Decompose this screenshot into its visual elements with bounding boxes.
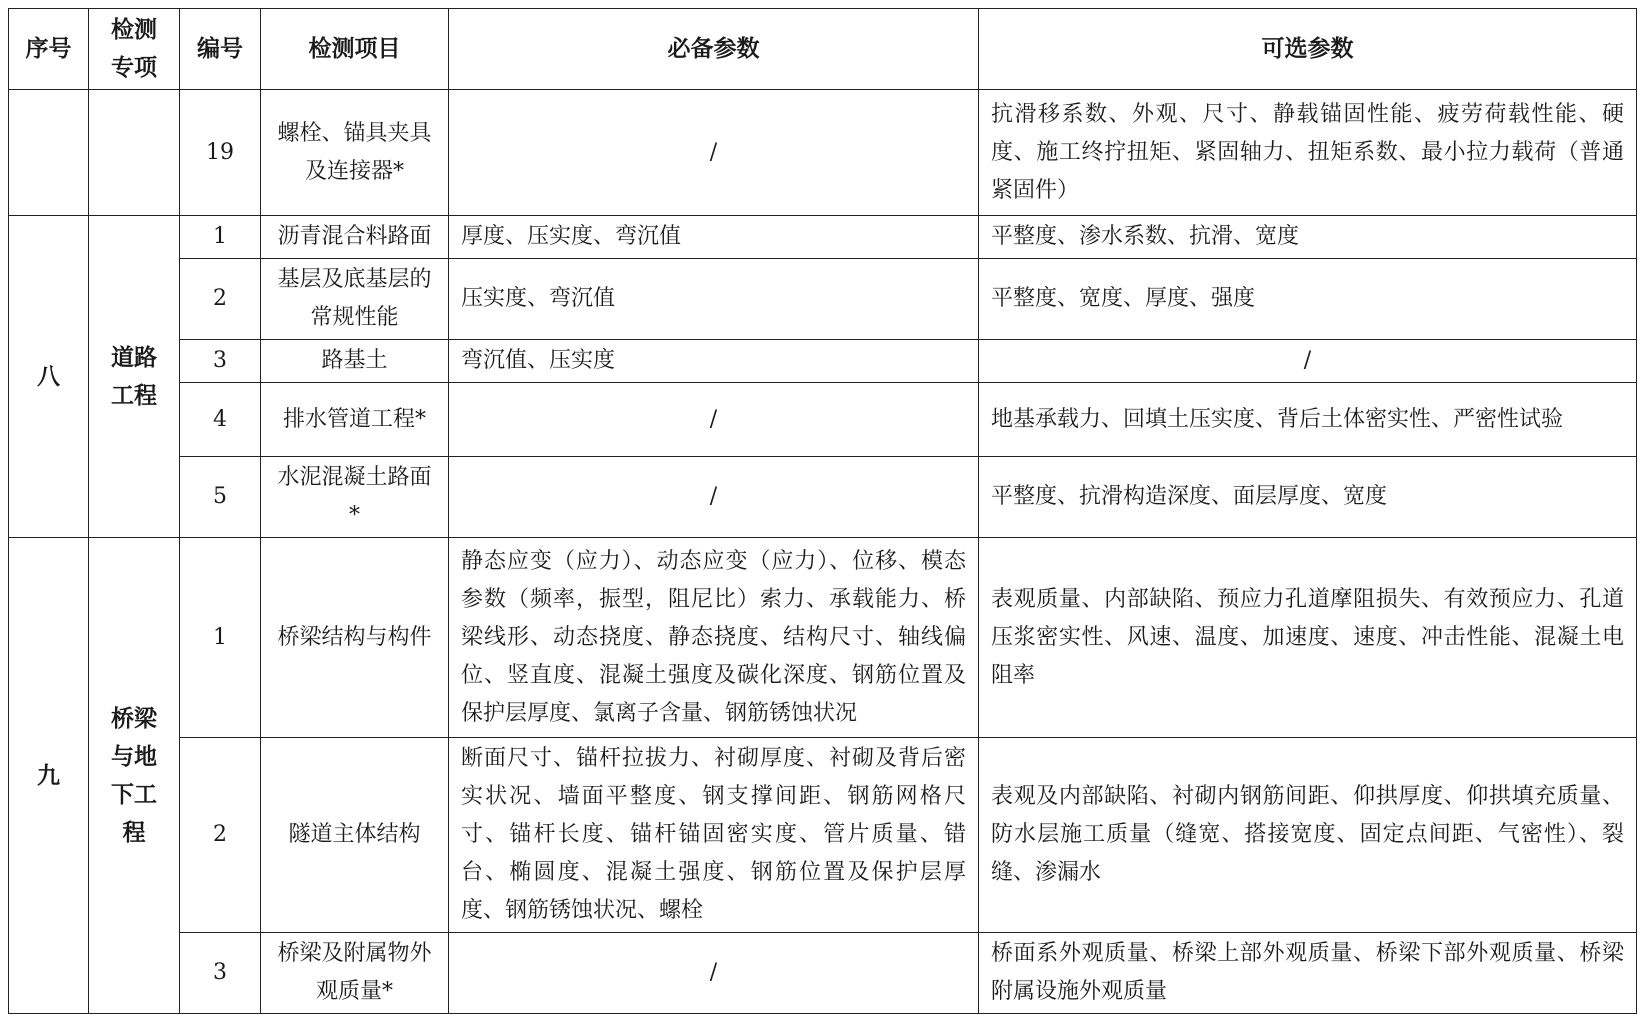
row-item: 沥青混合料路面 [261,216,449,259]
section-seq: 九 [9,538,89,1014]
row-optional: 桥面系外观质量、桥梁上部外观质量、桥梁下部外观质量、桥梁附属设施外观质量 [979,933,1637,1014]
row-item: 隧道主体结构 [261,738,449,933]
row-required: 压实度、弯沉值 [449,259,979,340]
row-num: 2 [180,738,261,933]
table-row [9,383,1637,457]
row-required: / [449,933,979,1014]
header-required: 必备参数 [449,9,979,90]
row-item: 路基土 [261,340,449,383]
table-row [9,340,1637,383]
row-num: 19 [180,90,261,216]
row-num: 4 [180,383,261,457]
row-required: 弯沉值、压实度 [449,340,979,383]
row-optional: 平整度、渗水系数、抗滑、宽度 [979,216,1637,259]
row-item: 排水管道工程* [261,383,449,457]
header-row [9,9,1637,90]
row-optional: / [979,340,1637,383]
header-category [89,9,180,90]
row-optional: 地基承载力、回填土压实度、背后土体密实性、严密性试验 [979,383,1637,457]
row-item: 基层及底基层的常规性能 [261,259,449,340]
header-category-line1: 检测 [111,17,157,43]
table-row [9,259,1637,340]
row-num: 2 [180,259,261,340]
header-num: 编号 [180,9,261,90]
header-seq: 序号 [9,9,89,90]
row-required: / [449,90,979,216]
table-row [9,738,1637,933]
row-optional: 表观及内部缺陷、衬砌内钢筋间距、仰拱厚度、仰拱填充质量、防水层施工质量（缝宽、搭接宽度、固定点间距、气密性）、裂缝、渗漏水 [979,738,1637,933]
row-optional: 抗滑移系数、外观、尺寸、静载锚固性能、疲劳荷载性能、硬度、施工终拧扭矩、紧固轴力、扭矩系数、最小拉力载荷（普通紧固件） [979,90,1637,216]
category-cell-empty [89,90,180,216]
inspection-parameters-table [8,8,1637,1014]
row-num: 5 [180,457,261,538]
row-required: 厚度、压实度、弯沉值 [449,216,979,259]
row-optional: 平整度、宽度、厚度、强度 [979,259,1637,340]
row-item: 桥梁及附属物外观质量* [261,933,449,1014]
row-required: 断面尺寸、锚杆拉拔力、衬砌厚度、衬砌及背后密实状况、墙面平整度、钢支撑间距、钢筋网格尺寸、锚杆长度、锚杆锚固密实度、管片质量、错台、椭圆度、混凝土强度、钢筋位置及保护层厚度、钢筋锈蚀状况、螺栓 [449,738,979,933]
row-num: 3 [180,933,261,1014]
table-row [9,457,1637,538]
row-item: 桥梁结构与构件 [261,538,449,738]
row-num: 1 [180,538,261,738]
row-optional: 表观质量、内部缺陷、预应力孔道摩阻损失、有效预应力、孔道压浆密实性、风速、温度、加速度、速度、冲击性能、混凝土电阻率 [979,538,1637,738]
section-category: 道路工程 [89,216,180,538]
seq-cell-empty [9,90,89,216]
row-item: 水泥混凝土路面* [261,457,449,538]
table-row [9,933,1637,1014]
row-item: 螺栓、锚具夹具及连接器* [261,90,449,216]
table-row [9,538,1637,738]
row-required: / [449,457,979,538]
row-num: 3 [180,340,261,383]
row-optional: 平整度、抗滑构造深度、面层厚度、宽度 [979,457,1637,538]
section-category: 桥梁与地下工程 [89,538,180,1014]
row-num: 1 [180,216,261,259]
table-row [9,216,1637,259]
header-optional: 可选参数 [979,9,1637,90]
header-item: 检测项目 [261,9,449,90]
row-required: 静态应变（应力）、动态应变（应力）、位移、模态参数（频率，振型，阻尼比）索力、承载能力、桥梁线形、动态挠度、静态挠度、结构尺寸、轴线偏位、竖直度、混凝土强度及碳化深度、钢筋位置及保护层厚度、氯离子含量、钢筋锈蚀状况 [449,538,979,738]
row-required: / [449,383,979,457]
table-row [9,90,1637,216]
section-seq: 八 [9,216,89,538]
header-category-line2: 专项 [111,55,157,81]
